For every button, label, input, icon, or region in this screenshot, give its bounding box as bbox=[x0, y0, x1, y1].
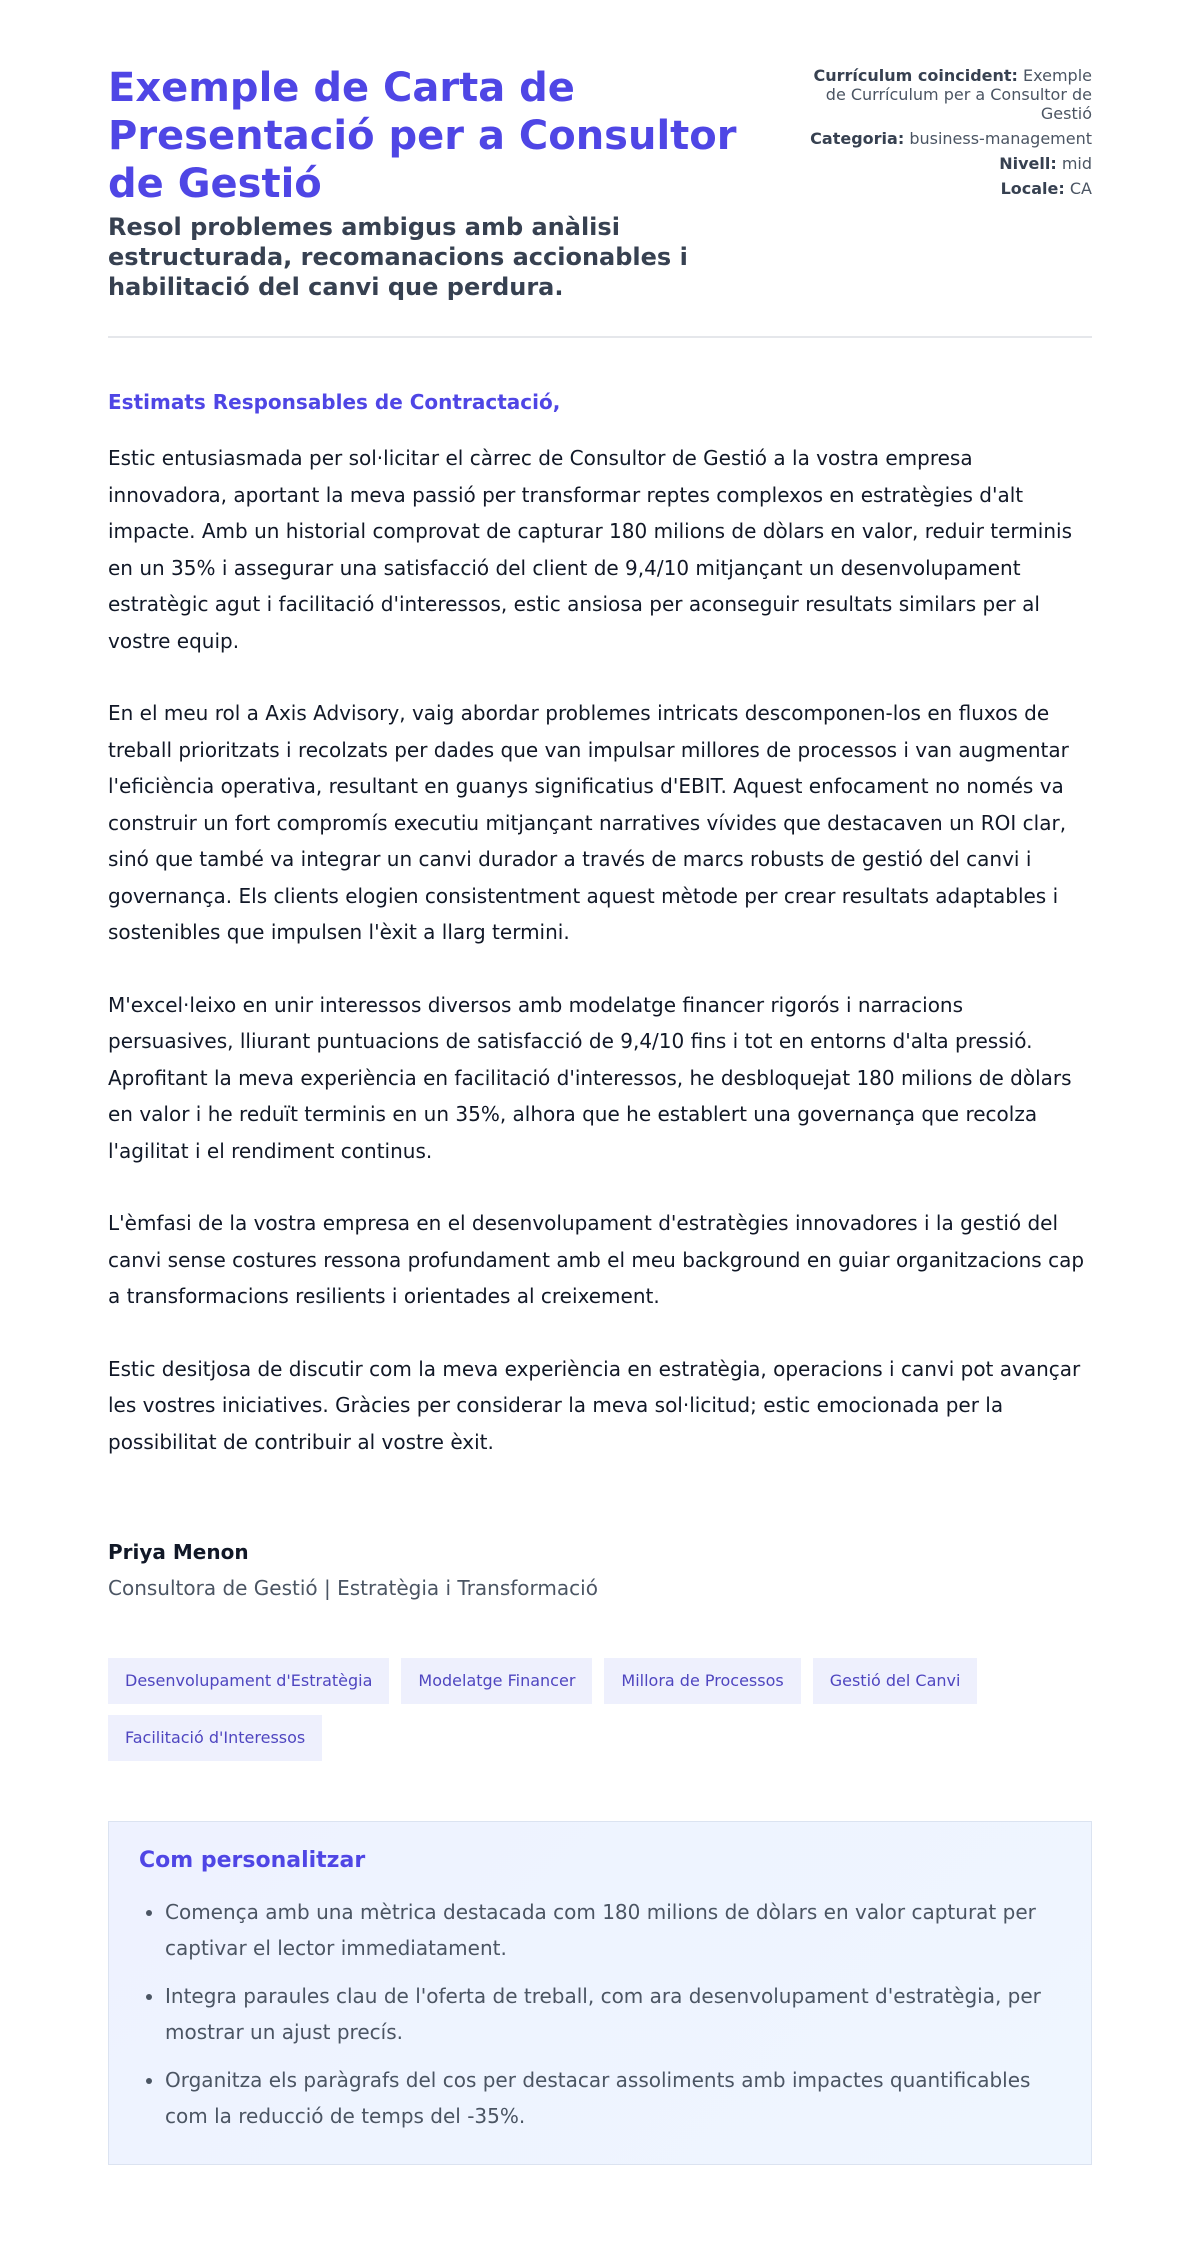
skill-tags bbox=[108, 1658, 1068, 1761]
body-paragraph-1: Estic entusiasmada per sol·licitar el càrrec de Consultor de Gestió a la vostra empresa innovadora, aportant la meva passió per transformar reptes complexos en estratègies d'alt impacte. Amb un historial comprovat de capturar 180 milions de dòlars en valor, reduir terminis en un 35% i assegurar una satisfacció del client de 9,4/10 mitjançant un desenvolupament estratègic agut i facilitació d'interessos, estic ansiosa per aconseguir resultats similars per al vostre equip. bbox=[108, 446, 1072, 653]
body-paragraph-5: Estic desitjosa de discutir com la meva experiència en estratègia, operacions i canvi pot avançar les vostres iniciatives. Gràcies per considerar la meva sol·licitud; estic emocionada per la possibilitat de contribuir al vostre èxit. bbox=[108, 1356, 1081, 1454]
meta-category-label: Categoria: bbox=[810, 129, 905, 148]
tag-financial-modeling[interactable]: Modelatge Financer bbox=[401, 1658, 592, 1704]
meta-level-label: Nivell: bbox=[999, 154, 1057, 173]
customization-tips bbox=[108, 1821, 1092, 2165]
body-paragraph-2: En el meu rol a Axis Advisory, vaig abordar problemes intricats descomponen-los en fluxos de treball prioritzats i recolzats per dades que van impulsar millores de processos i van augmentar l'eficiència operativa, resultant en guanys significatius d'EBIT. Aquest enfocament no només va construir un fort compromís executiu mitjançant narratives vívides que destacaven un ROI clar, sinó que també va integrar un canvi durador a través de marcs robusts de gestió del canvi i governança. Els clients elogien consistentment aquest mètode per crear resultats adaptables i sostenibles que impulsen l'èxit a llarg termini. bbox=[108, 701, 1069, 944]
letter-body bbox=[108, 388, 1092, 1602]
header-title-block bbox=[108, 64, 768, 302]
tag-change-management[interactable]: Gestió del Canvi bbox=[813, 1658, 978, 1704]
meta-locale-value: CA bbox=[1069, 179, 1092, 198]
meta-resume-value: Exemple de Currículum per a Consultor de Gestió bbox=[825, 66, 1092, 123]
meta-resume-label: Currículum coincident: bbox=[813, 66, 1018, 85]
page-subtitle: Resol problemes ambigus amb anàlisi estructurada, recomanacions accionables i habilitació del canvi que perdura. bbox=[108, 213, 688, 301]
meta-panel bbox=[802, 64, 1092, 204]
meta-level bbox=[802, 154, 1092, 173]
tips-list bbox=[139, 1894, 1061, 2134]
signature-block bbox=[108, 1538, 1092, 1602]
meta-category-value: business-management bbox=[909, 129, 1092, 148]
tag-strategy-development[interactable]: Desenvolupament d'Estratègia bbox=[108, 1658, 389, 1704]
meta-resume bbox=[802, 66, 1092, 123]
meta-level-value: mid bbox=[1061, 154, 1092, 173]
meta-locale bbox=[802, 179, 1092, 198]
signature-title: Consultora de Gestió | Estratègia i Transformació bbox=[108, 1576, 598, 1600]
tag-process-improvement[interactable]: Millora de Processos bbox=[604, 1658, 800, 1704]
tag-stakeholder-facilitation[interactable]: Facilitació d'Interessos bbox=[108, 1715, 322, 1761]
page-header bbox=[108, 64, 1092, 338]
tips-title: Com personalitzar bbox=[139, 1848, 366, 1873]
salutation: Estimats Responsables de Contractació, bbox=[108, 390, 561, 414]
page-title: Exemple de Carta de Presentació per a Consultor de Gestió bbox=[108, 65, 737, 207]
tip-item-2: • Integra paraules clau de l'oferta de treball, com ara desenvolupament d'estratègia, per mostrar un ajust precís. bbox=[165, 1978, 1061, 2050]
body-paragraph-3: M'excel·leixo en unir interessos diversos amb modelatge financer rigorós i narracions persuasives, lliurant puntuacions de satisfacció de 9,4/10 fins i tot en entorns d'alta pressió. Aprofitant la meva experiència en facilitació d'interessos, he desbloquejat 180 milions de dòlars en valor i he reduït terminis en un 35%, alhora que he establert una governança que recolza l'agilitat i el rendiment continus. bbox=[108, 992, 1072, 1163]
tip-item-3: • Organitza els paràgrafs del cos per destacar assoliments amb impactes quantificables com la reducció de temps del -35%. bbox=[165, 2062, 1061, 2134]
meta-category bbox=[802, 129, 1092, 148]
body-paragraph-4: L'èmfasi de la vostra empresa en el desenvolupament d'estratègies innovadores i la gestió del canvi sense costures ressona profundament amb el meu background en guiar organitzacions cap a transformacions resilients i orientades al creixement. bbox=[108, 1211, 1085, 1308]
signature-name: Priya Menon bbox=[108, 1540, 249, 1564]
tip-item-1: • Comença amb una mètrica destacada com 180 milions de dòlars en valor capturat per captivar el lector immediatament. bbox=[165, 1894, 1061, 1966]
meta-locale-label: Locale: bbox=[1000, 179, 1065, 198]
